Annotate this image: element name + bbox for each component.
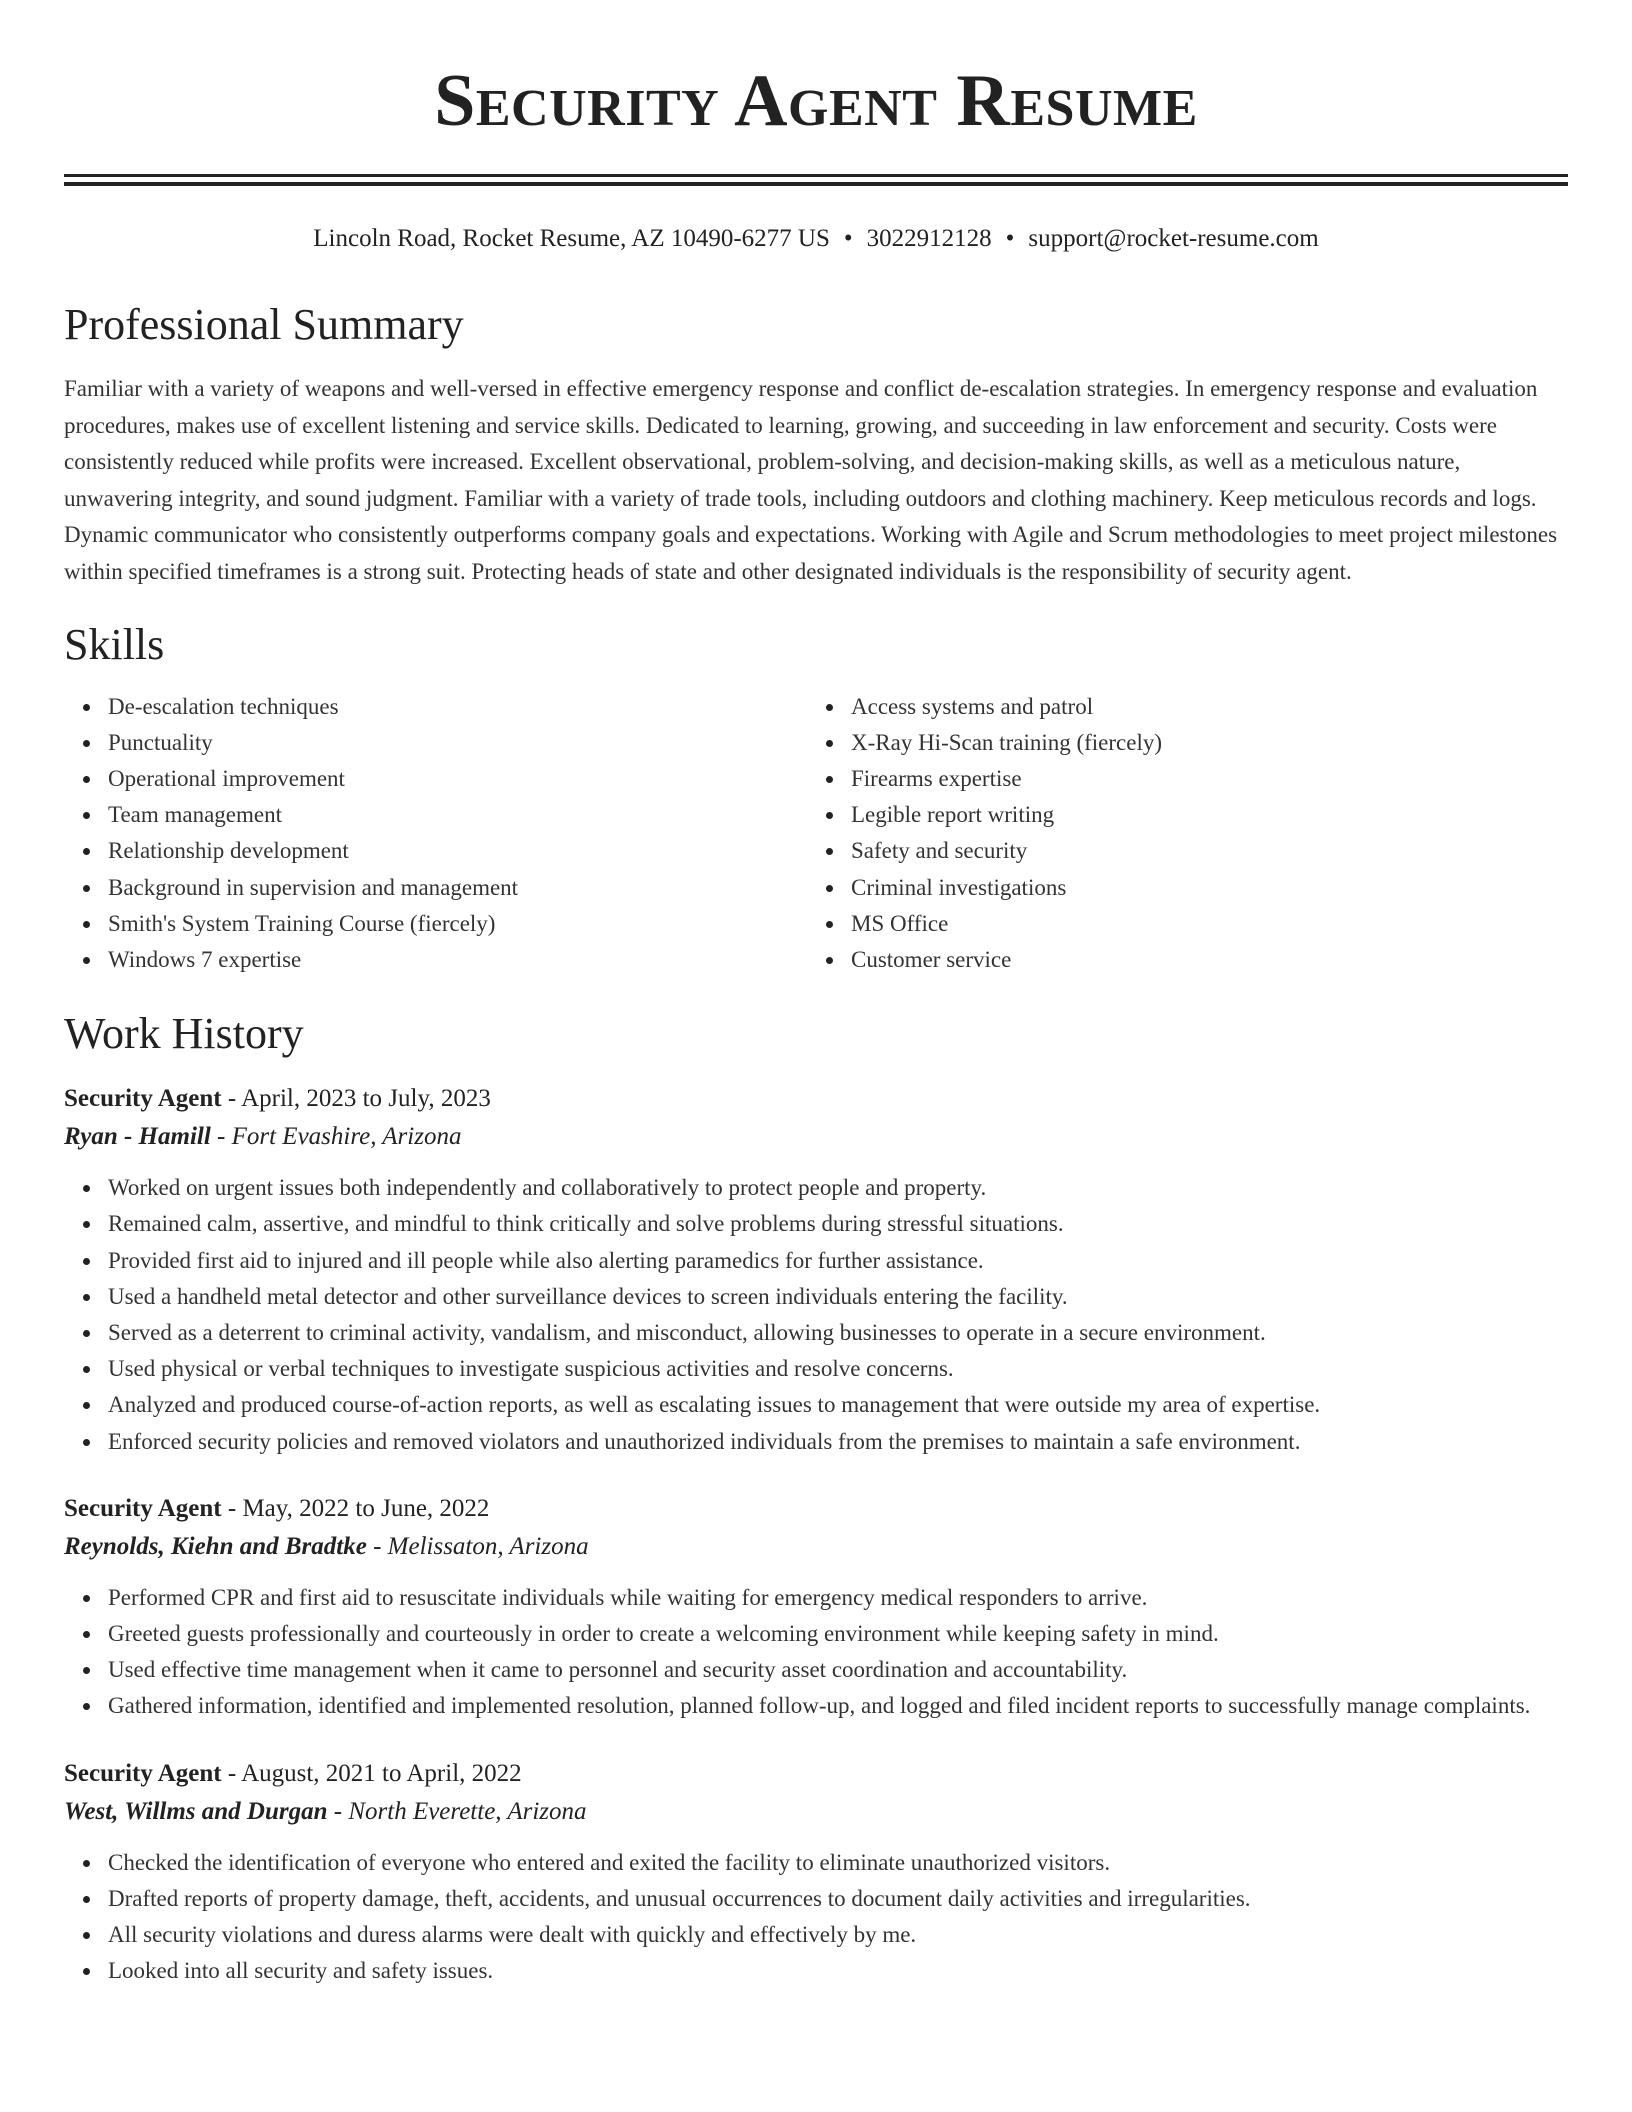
job-entry	[64, 1755, 1568, 1990]
contact-phone: 3022912128	[866, 225, 992, 252]
job-title-line	[64, 1080, 1568, 1118]
skill-item: Customer service	[851, 942, 1550, 978]
job-company: West, Willms and Durgan	[64, 1797, 328, 1825]
skill-item: De-escalation techniques	[108, 689, 807, 725]
job-title-line	[64, 1755, 1568, 1793]
job-company-line	[64, 1793, 1568, 1831]
job-duty: Analyzed and produced course-of-action reports, as well as escalating issues to management that were outside my area of expertise.	[108, 1387, 1568, 1423]
skills-grid	[64, 689, 1568, 979]
skill-item: MS Office	[851, 906, 1550, 942]
contact-address: Lincoln Road, Rocket Resume, AZ 10490-6277 US	[313, 225, 830, 252]
skills-left-column	[64, 689, 807, 979]
contact-email: support@rocket-resume.com	[1028, 225, 1319, 252]
job-entry	[64, 1080, 1568, 1460]
job-duties-list	[64, 1170, 1568, 1460]
job-location: - Fort Evashire, Arizona	[210, 1123, 462, 1151]
job-duty: Served as a deterrent to criminal activity, vandalism, and misconduct, allowing businesses to operate in a secure environment.	[108, 1315, 1568, 1351]
job-dates: - August, 2021 to April, 2022	[221, 1759, 522, 1787]
skill-item: Access systems and patrol	[851, 689, 1550, 725]
job-duty: Used a handheld metal detector and other surveillance devices to screen individuals entering the facility.	[108, 1279, 1568, 1315]
title-divider	[64, 174, 1568, 177]
skill-item: Safety and security	[851, 833, 1550, 869]
job-duty: Performed CPR and first aid to resuscitate individuals while waiting for emergency medical responders to arrive.	[108, 1580, 1568, 1616]
skill-item: Legible report writing	[851, 797, 1550, 833]
job-duty: Drafted reports of property damage, theft, accidents, and unusual occurrences to document daily activities and irregularities.	[108, 1881, 1568, 1917]
job-location: - Melissaton, Arizona	[366, 1532, 589, 1560]
contact-line	[64, 223, 1568, 255]
skill-item: Firearms expertise	[851, 761, 1550, 797]
job-entry	[64, 1490, 1568, 1725]
contact-separator: •	[1005, 225, 1015, 252]
skill-item: Relationship development	[108, 833, 807, 869]
skill-item: Criminal investigations	[851, 870, 1550, 906]
job-dates: - May, 2022 to June, 2022	[221, 1494, 490, 1522]
job-duty: Checked the identification of everyone who entered and exited the facility to eliminate unauthorized visitors.	[108, 1845, 1568, 1881]
job-duty: Greeted guests professionally and courteously in order to create a welcoming environment while keeping safety in mind.	[108, 1616, 1568, 1652]
job-duty: Gathered information, identified and implemented resolution, planned follow-up, and logged and filed incident reports to successfully manage complaints.	[108, 1688, 1568, 1724]
job-location: - North Everette, Arizona	[327, 1797, 587, 1825]
skill-item: Background in supervision and management	[108, 870, 807, 906]
summary-text: Familiar with a variety of weapons and well-versed in effective emergency response and conflict de-escalation strategies. In emergency response and evaluation procedures, makes use of excellent listening and service skills. Dedicated to learning, growing, and succeeding in law enforcement and security. Costs were consistently reduced while profits were increased. Excellent observational, problem-solving, and decision-making skills, as well as a meticulous nature, unwavering integrity, and sound judgment. Familiar with a variety of trade tools, including outdoors and clothing machinery. Keep meticulous records and logs. Dynamic communicator who consistently outperforms company goals and expectations. Working with Agile and Scrum methodologies to meet project milestones within specified timeframes is a strong suit. Protecting heads of state and other designated individuals is the responsibility of security agent.	[64, 376, 1558, 584]
job-company: Ryan - Hamill	[64, 1123, 211, 1151]
job-duty: Used effective time management when it came to personnel and security asset coordination and accountability.	[108, 1652, 1568, 1688]
skill-item: X-Ray Hi-Scan training (fiercely)	[851, 725, 1550, 761]
job-duty: Used physical or verbal techniques to investigate suspicious activities and resolve concerns.	[108, 1351, 1568, 1387]
skills-right-column	[807, 689, 1550, 979]
summary-heading: Professional Summary	[64, 300, 464, 349]
job-duty: Provided first aid to injured and ill people while also alerting paramedics for further assistance.	[108, 1243, 1568, 1279]
skills-heading: Skills	[64, 619, 165, 669]
job-duties-list	[64, 1845, 1568, 1990]
job-duties-list	[64, 1580, 1568, 1725]
job-company-line	[64, 1118, 1568, 1156]
job-duty: Looked into all security and safety issues.	[108, 1953, 1568, 1989]
job-duty: All security violations and duress alarms were dealt with quickly and effectively by me.	[108, 1917, 1568, 1953]
job-duty: Enforced security policies and removed violators and unauthorized individuals from the premises to maintain a safe environment.	[108, 1424, 1568, 1460]
skill-item: Smith's System Training Course (fiercely)	[108, 906, 807, 942]
contact-separator: •	[843, 225, 853, 252]
job-company-line	[64, 1528, 1568, 1566]
job-company: Reynolds, Kiehn and Bradtke	[64, 1532, 367, 1560]
job-role: Security Agent	[64, 1759, 222, 1787]
skill-item: Punctuality	[108, 725, 807, 761]
skill-item: Team management	[108, 797, 807, 833]
job-duty: Worked on urgent issues both independently and collaboratively to protect people and property.	[108, 1170, 1568, 1206]
work-history-heading: Work History	[64, 1009, 304, 1059]
skill-item: Operational improvement	[108, 761, 807, 797]
job-role: Security Agent	[64, 1494, 222, 1522]
resume-title: Security Agent Resume	[434, 60, 1198, 142]
job-title-line	[64, 1490, 1568, 1528]
job-dates: - April, 2023 to July, 2023	[221, 1085, 491, 1113]
job-role: Security Agent	[64, 1085, 222, 1113]
job-duty: Remained calm, assertive, and mindful to think critically and solve problems during stressful situations.	[108, 1206, 1568, 1242]
skill-item: Windows 7 expertise	[108, 942, 807, 978]
